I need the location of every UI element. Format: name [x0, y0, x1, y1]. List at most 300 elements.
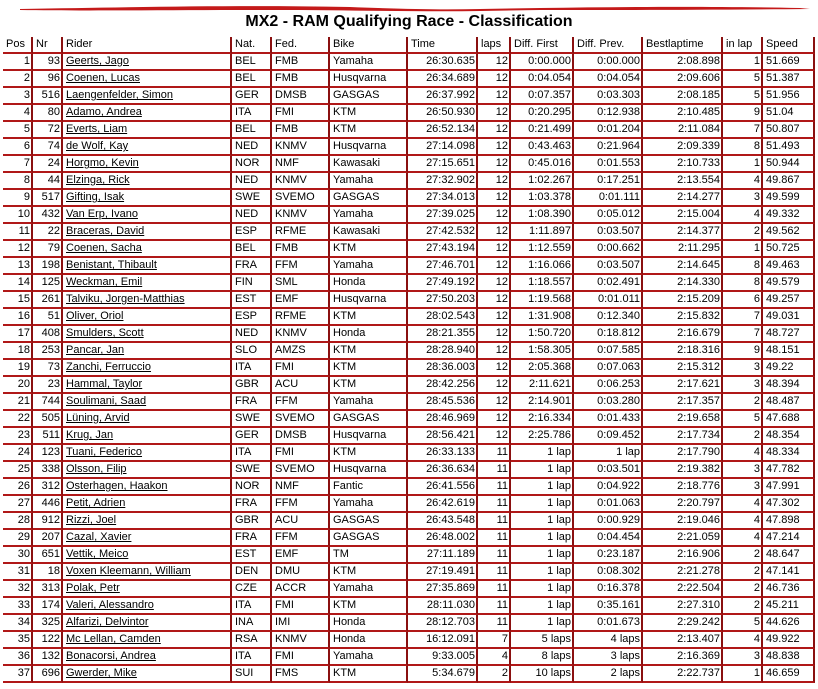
cell-laps: 4: [478, 649, 511, 666]
rider-link[interactable]: Everts, Liam: [66, 123, 128, 135]
cell-diff-prev: 0:04.054: [574, 71, 643, 88]
rider-link[interactable]: Geerts, Jago: [66, 55, 129, 67]
cell-speed: 48.838: [763, 649, 815, 666]
cell-pos: 17: [3, 326, 33, 343]
cell-speed: 49.562: [763, 224, 815, 241]
cell-speed: 49.257: [763, 292, 815, 309]
cell-rider: [63, 343, 232, 360]
cell-time: 27:50.203: [408, 292, 478, 309]
cell-rider: [63, 394, 232, 411]
cell-laps: 11: [478, 598, 511, 615]
cell-time: 27:49.192: [408, 275, 478, 292]
cell-time: 28:12.703: [408, 615, 478, 632]
cell-bestlaptime: 2:21.278: [643, 564, 723, 581]
cell-nr: 44: [33, 173, 63, 190]
cell-in-lap: 2: [723, 564, 763, 581]
cell-pos: 6: [3, 139, 33, 156]
cell-bike: KTM: [330, 105, 408, 122]
cell-diff-prev: 3 laps: [574, 649, 643, 666]
cell-nr: 174: [33, 598, 63, 615]
cell-speed: 49.031: [763, 309, 815, 326]
cell-fed: ACU: [272, 513, 330, 530]
table-row: [3, 462, 815, 479]
cell-bike: KTM: [330, 241, 408, 258]
rider-link[interactable]: Coenen, Lucas: [66, 72, 140, 84]
rider-link[interactable]: Braceras, David: [66, 225, 145, 237]
rider-link[interactable]: Valeri, Alessandro: [66, 599, 154, 611]
rider-link[interactable]: Laengenfelder, Simon: [66, 89, 174, 101]
cell-speed: 46.659: [763, 666, 815, 683]
rider-link[interactable]: Polak, Petr: [66, 582, 120, 594]
cell-time: 26:48.002: [408, 530, 478, 547]
cell-time: 26:30.635: [408, 54, 478, 71]
rider-link[interactable]: Zanchi, Ferruccio: [66, 361, 151, 373]
cell-diff-first: 10 laps: [511, 666, 574, 683]
cell-nat: CZE: [232, 581, 272, 598]
cell-diff-prev: 0:08.302: [574, 564, 643, 581]
rider-link[interactable]: Soulimani, Saad: [66, 395, 147, 407]
cell-laps: 12: [478, 88, 511, 105]
cell-diff-first: 1:50.720: [511, 326, 574, 343]
cell-time: 27:46.701: [408, 258, 478, 275]
cell-laps: 12: [478, 71, 511, 88]
cell-speed: 51.04: [763, 105, 815, 122]
cell-time: 26:50.930: [408, 105, 478, 122]
cell-diff-first: 0:45.016: [511, 156, 574, 173]
cell-nat: NED: [232, 207, 272, 224]
table-row: [3, 445, 815, 462]
cell-laps: 11: [478, 496, 511, 513]
cell-speed: 49.867: [763, 173, 815, 190]
cell-rider: [63, 122, 232, 139]
cell-diff-first: 1 lap: [511, 496, 574, 513]
cell-rider: [63, 666, 232, 683]
table-row: [3, 156, 815, 173]
cell-fed: KNMV: [272, 139, 330, 156]
cell-pos: 28: [3, 513, 33, 530]
cell-bestlaptime: 2:14.645: [643, 258, 723, 275]
cell-fed: SVEMO: [272, 462, 330, 479]
cell-laps: 7: [478, 632, 511, 649]
cell-time: 26:34.689: [408, 71, 478, 88]
cell-bike: TM: [330, 547, 408, 564]
cell-fed: FMI: [272, 649, 330, 666]
cell-fed: FFM: [272, 496, 330, 513]
cell-diff-prev: 0:21.964: [574, 139, 643, 156]
cell-pos: 11: [3, 224, 33, 241]
cell-diff-first: 2:05.368: [511, 360, 574, 377]
cell-bike: Honda: [330, 615, 408, 632]
rider-link[interactable]: Tuani, Federico: [66, 446, 143, 458]
cell-diff-prev: 0:03.280: [574, 394, 643, 411]
cell-laps: 12: [478, 156, 511, 173]
cell-fed: AMZS: [272, 343, 330, 360]
header-banner-stroke: [20, 4, 810, 12]
cell-fed: NMF: [272, 479, 330, 496]
cell-bestlaptime: 2:16.369: [643, 649, 723, 666]
cell-speed: 48.354: [763, 428, 815, 445]
rider-link[interactable]: Petit, Adrien: [66, 497, 126, 509]
cell-nat: SWE: [232, 190, 272, 207]
cell-speed: 44.626: [763, 615, 815, 632]
cell-diff-first: 1:08.390: [511, 207, 574, 224]
cell-bestlaptime: 2:19.382: [643, 462, 723, 479]
cell-in-lap: 5: [723, 615, 763, 632]
cell-diff-prev: 0:01.011: [574, 292, 643, 309]
rider-link[interactable]: Gwerder, Mike: [66, 667, 137, 679]
rider-link[interactable]: Weckman, Emil: [66, 276, 143, 288]
cell-in-lap: 8: [723, 258, 763, 275]
table-row: [3, 496, 815, 513]
cell-rider: [63, 258, 232, 275]
cell-nat: EST: [232, 292, 272, 309]
cell-nat: FRA: [232, 394, 272, 411]
cell-diff-first: 1:16.066: [511, 258, 574, 275]
cell-fed: DMSB: [272, 88, 330, 105]
cell-nat: NED: [232, 326, 272, 343]
cell-diff-prev: 0:17.251: [574, 173, 643, 190]
cell-in-lap: 3: [723, 360, 763, 377]
rider-link[interactable]: Mc Lellan, Camden: [66, 633, 161, 645]
cell-nat: ESP: [232, 224, 272, 241]
cell-pos: 7: [3, 156, 33, 173]
table-row: [3, 632, 815, 649]
cell-fed: RFME: [272, 224, 330, 241]
cell-laps: 11: [478, 581, 511, 598]
cell-time: 28:11.030: [408, 598, 478, 615]
table-row: [3, 360, 815, 377]
table-row: [3, 377, 815, 394]
cell-speed: 48.647: [763, 547, 815, 564]
cell-laps: 12: [478, 190, 511, 207]
cell-rider: [63, 598, 232, 615]
table-row: [3, 224, 815, 241]
cell-nr: 96: [33, 71, 63, 88]
cell-pos: 19: [3, 360, 33, 377]
rider-link[interactable]: Oliver, Oriol: [66, 310, 124, 322]
cell-bestlaptime: 2:19.046: [643, 513, 723, 530]
cell-speed: 50.944: [763, 156, 815, 173]
cell-fed: FMB: [272, 241, 330, 258]
cell-in-lap: 2: [723, 428, 763, 445]
cell-in-lap: 5: [723, 411, 763, 428]
cell-nat: GBR: [232, 377, 272, 394]
cell-nat: NOR: [232, 156, 272, 173]
cell-speed: 47.214: [763, 530, 815, 547]
cell-diff-first: 1 lap: [511, 445, 574, 462]
rider-link[interactable]: Cazal, Xavier: [66, 531, 132, 543]
rider-link[interactable]: Gifting, Isak: [66, 191, 125, 203]
cell-fed: FMI: [272, 598, 330, 615]
cell-fed: FFM: [272, 258, 330, 275]
cell-diff-prev: 0:16.378: [574, 581, 643, 598]
rider-link[interactable]: Adamo, Andrea: [66, 106, 142, 118]
cell-pos: 18: [3, 343, 33, 360]
table-row: [3, 394, 815, 411]
cell-diff-prev: 0:02.491: [574, 275, 643, 292]
cell-nat: BEL: [232, 241, 272, 258]
cell-diff-first: 2:14.901: [511, 394, 574, 411]
cell-diff-prev: 0:12.340: [574, 309, 643, 326]
cell-bike: GASGAS: [330, 411, 408, 428]
rider-link[interactable]: Horgmo, Kevin: [66, 157, 139, 169]
cell-bestlaptime: 2:29.242: [643, 615, 723, 632]
table-row: [3, 581, 815, 598]
cell-rider: [63, 292, 232, 309]
cell-fed: FMI: [272, 105, 330, 122]
cell-nat: NED: [232, 139, 272, 156]
cell-fed: EMF: [272, 547, 330, 564]
table-row: [3, 411, 815, 428]
cell-diff-prev: 0:35.161: [574, 598, 643, 615]
cell-in-lap: 7: [723, 122, 763, 139]
cell-bike: Yamaha: [330, 173, 408, 190]
cell-laps: 11: [478, 513, 511, 530]
rider-link[interactable]: Olsson, Filip: [66, 463, 127, 475]
cell-nr: 123: [33, 445, 63, 462]
cell-rider: [63, 632, 232, 649]
cell-bestlaptime: 2:19.658: [643, 411, 723, 428]
cell-in-lap: 1: [723, 241, 763, 258]
cell-nr: 912: [33, 513, 63, 530]
cell-laps: 12: [478, 139, 511, 156]
cell-diff-prev: 0:01.111: [574, 190, 643, 207]
cell-nat: GER: [232, 88, 272, 105]
cell-pos: 32: [3, 581, 33, 598]
cell-fed: FMI: [272, 445, 330, 462]
cell-bestlaptime: 2:15.312: [643, 360, 723, 377]
cell-bestlaptime: 2:22.504: [643, 581, 723, 598]
column-header-nat: Nat.: [232, 37, 272, 54]
table-row: [3, 71, 815, 88]
cell-rider: [63, 190, 232, 207]
cell-nat: ITA: [232, 105, 272, 122]
rider-link[interactable]: Vettik, Meico: [66, 548, 129, 560]
cell-rider: [63, 139, 232, 156]
cell-pos: 31: [3, 564, 33, 581]
rider-link[interactable]: Pancar, Jan: [66, 344, 125, 356]
cell-bike: Fantic: [330, 479, 408, 496]
cell-laps: 12: [478, 309, 511, 326]
cell-diff-prev: 0:18.812: [574, 326, 643, 343]
cell-rider: [63, 360, 232, 377]
cell-bestlaptime: 2:21.059: [643, 530, 723, 547]
cell-speed: 48.487: [763, 394, 815, 411]
cell-nat: NED: [232, 173, 272, 190]
cell-time: 28:21.355: [408, 326, 478, 343]
column-header-speed: Speed: [763, 37, 815, 54]
cell-bike: GASGAS: [330, 530, 408, 547]
cell-speed: 48.151: [763, 343, 815, 360]
cell-diff-first: 1 lap: [511, 547, 574, 564]
cell-fed: DMU: [272, 564, 330, 581]
cell-time: 28:42.256: [408, 377, 478, 394]
cell-in-lap: 2: [723, 547, 763, 564]
cell-fed: KNMV: [272, 173, 330, 190]
cell-in-lap: 9: [723, 343, 763, 360]
cell-rider: [63, 241, 232, 258]
cell-nr: 505: [33, 411, 63, 428]
rider-link[interactable]: Hammal, Taylor: [66, 378, 143, 390]
cell-pos: 20: [3, 377, 33, 394]
cell-in-lap: 5: [723, 88, 763, 105]
column-header-diff-prev: Diff. Prev.: [574, 37, 643, 54]
cell-diff-first: 0:04.054: [511, 71, 574, 88]
column-header-fed: Fed.: [272, 37, 330, 54]
cell-nr: 93: [33, 54, 63, 71]
cell-diff-prev: 0:03.507: [574, 258, 643, 275]
cell-in-lap: 3: [723, 377, 763, 394]
cell-nr: 80: [33, 105, 63, 122]
header-row: [3, 37, 815, 54]
rider-link[interactable]: Voxen Kleemann, William: [66, 565, 191, 577]
cell-nat: FRA: [232, 496, 272, 513]
cell-bestlaptime: 2:13.407: [643, 632, 723, 649]
cell-bestlaptime: 2:17.734: [643, 428, 723, 445]
cell-nr: 446: [33, 496, 63, 513]
rider-link[interactable]: Smulders, Scott: [66, 327, 144, 339]
cell-laps: 11: [478, 547, 511, 564]
cell-diff-first: 1:19.568: [511, 292, 574, 309]
cell-rider: [63, 105, 232, 122]
cell-bike: KTM: [330, 445, 408, 462]
cell-time: 27:14.098: [408, 139, 478, 156]
cell-rider: [63, 377, 232, 394]
cell-nat: BEL: [232, 122, 272, 139]
cell-pos: 12: [3, 241, 33, 258]
rider-link[interactable]: Osterhagen, Haakon: [66, 480, 168, 492]
cell-bestlaptime: 2:16.679: [643, 326, 723, 343]
cell-laps: 11: [478, 445, 511, 462]
table-row: [3, 241, 815, 258]
rider-link[interactable]: Talviku, Jorgen-Matthias: [66, 293, 185, 305]
cell-nat: FRA: [232, 258, 272, 275]
cell-laps: 12: [478, 326, 511, 343]
cell-pos: 30: [3, 547, 33, 564]
rider-link[interactable]: Bonacorsi, Andrea: [66, 650, 156, 662]
column-header-rider: Rider: [63, 37, 232, 54]
cell-rider: [63, 581, 232, 598]
cell-fed: FMB: [272, 122, 330, 139]
cell-laps: 12: [478, 258, 511, 275]
cell-bestlaptime: 2:08.185: [643, 88, 723, 105]
table-row: [3, 666, 815, 683]
cell-diff-prev: 0:09.452: [574, 428, 643, 445]
cell-nat: GBR: [232, 513, 272, 530]
rider-link[interactable]: Krug, Jan: [66, 429, 114, 441]
table-row: [3, 513, 815, 530]
rider-link[interactable]: Coenen, Sacha: [66, 242, 142, 254]
cell-nat: NOR: [232, 479, 272, 496]
cell-time: 28:28.940: [408, 343, 478, 360]
cell-nr: 651: [33, 547, 63, 564]
cell-rider: [63, 649, 232, 666]
table-row: [3, 190, 815, 207]
cell-bike: Husqvarna: [330, 292, 408, 309]
cell-in-lap: 4: [723, 173, 763, 190]
rider-link[interactable]: Van Erp, Ivano: [66, 208, 138, 220]
cell-nat: ESP: [232, 309, 272, 326]
cell-diff-first: 1 lap: [511, 598, 574, 615]
rider-link[interactable]: Alfarizi, Delvintor: [66, 616, 149, 628]
cell-diff-prev: 0:00.000: [574, 54, 643, 71]
cell-bike: Yamaha: [330, 258, 408, 275]
cell-bestlaptime: 2:17.357: [643, 394, 723, 411]
cell-bike: GASGAS: [330, 190, 408, 207]
cell-bike: Husqvarna: [330, 139, 408, 156]
cell-speed: 51.669: [763, 54, 815, 71]
cell-bike: Honda: [330, 632, 408, 649]
cell-speed: 45.211: [763, 598, 815, 615]
cell-time: 26:42.619: [408, 496, 478, 513]
cell-fed: KNMV: [272, 207, 330, 224]
cell-laps: 12: [478, 343, 511, 360]
table-row: [3, 343, 815, 360]
cell-diff-prev: 0:00.929: [574, 513, 643, 530]
column-header-in-lap: in lap: [723, 37, 763, 54]
cell-time: 27:42.532: [408, 224, 478, 241]
cell-nat: SWE: [232, 411, 272, 428]
cell-laps: 12: [478, 224, 511, 241]
cell-nr: 207: [33, 530, 63, 547]
cell-laps: 12: [478, 428, 511, 445]
cell-speed: 47.991: [763, 479, 815, 496]
cell-time: 9:33.005: [408, 649, 478, 666]
cell-diff-prev: 0:01.433: [574, 411, 643, 428]
cell-nat: FRA: [232, 530, 272, 547]
rider-link[interactable]: Elzinga, Rick: [66, 174, 130, 186]
cell-time: 27:32.902: [408, 173, 478, 190]
cell-fed: KNMV: [272, 632, 330, 649]
cell-fed: RFME: [272, 309, 330, 326]
rider-link[interactable]: Benistant, Thibault: [66, 259, 157, 271]
cell-bestlaptime: 2:18.776: [643, 479, 723, 496]
cell-time: 26:52.134: [408, 122, 478, 139]
cell-rider: [63, 615, 232, 632]
cell-bike: Honda: [330, 275, 408, 292]
cell-nat: RSA: [232, 632, 272, 649]
cell-diff-first: 1:12.559: [511, 241, 574, 258]
cell-fed: EMF: [272, 292, 330, 309]
cell-bike: Yamaha: [330, 54, 408, 71]
rider-link[interactable]: de Wolf, Kay: [66, 140, 129, 152]
cell-diff-prev: 0:04.922: [574, 479, 643, 496]
cell-diff-first: 0:07.357: [511, 88, 574, 105]
rider-link[interactable]: Lüning, Arvid: [66, 412, 130, 424]
column-header-bestlaptime: Bestlaptime: [643, 37, 723, 54]
cell-bestlaptime: 2:15.832: [643, 309, 723, 326]
cell-nat: EST: [232, 547, 272, 564]
cell-time: 16:12.091: [408, 632, 478, 649]
cell-bestlaptime: 2:13.554: [643, 173, 723, 190]
classification-table: [3, 37, 815, 683]
cell-diff-prev: 0:05.012: [574, 207, 643, 224]
cell-bike: Yamaha: [330, 496, 408, 513]
cell-bestlaptime: 2:14.330: [643, 275, 723, 292]
cell-speed: 51.387: [763, 71, 815, 88]
cell-laps: 12: [478, 360, 511, 377]
cell-in-lap: 2: [723, 224, 763, 241]
cell-in-lap: 4: [723, 207, 763, 224]
cell-time: 26:43.548: [408, 513, 478, 530]
cell-in-lap: 7: [723, 309, 763, 326]
column-header-time: Time: [408, 37, 478, 54]
cell-bike: Kawasaki: [330, 224, 408, 241]
cell-speed: 49.599: [763, 190, 815, 207]
cell-diff-first: 1:02.267: [511, 173, 574, 190]
rider-link[interactable]: Rizzi, Joel: [66, 514, 117, 526]
column-header-nr: Nr: [33, 37, 63, 54]
